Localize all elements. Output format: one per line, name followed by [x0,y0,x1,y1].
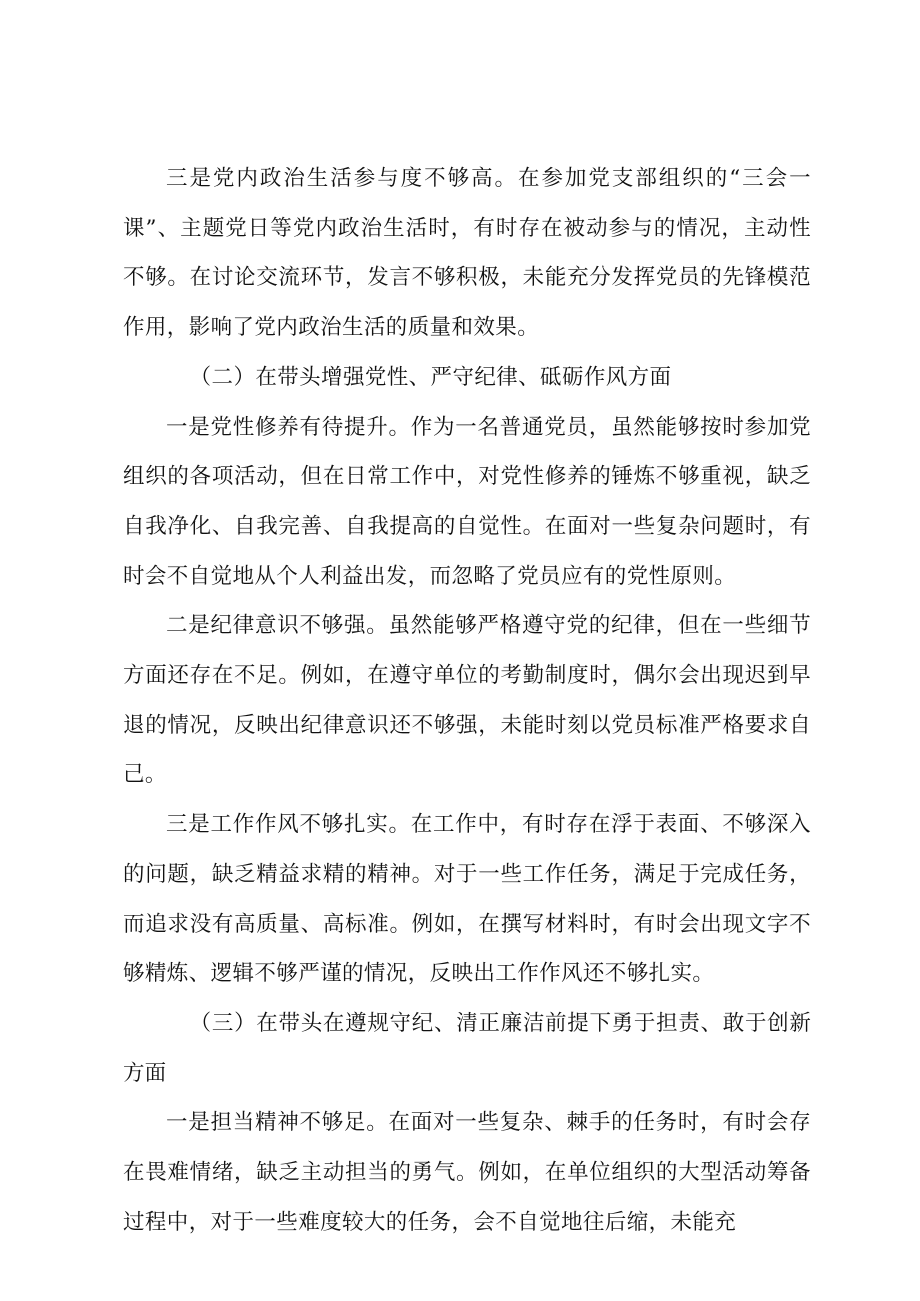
paragraph-political-life: 三是党内政治生活参与度不够高。在参加党支部组织的“三会一课”、主题党日等党内政治生活时，有时存在被动参与的情况，主动性不够。在讨论交流环节，发言不够积极，未能充分发挥党员的先锋模范作用，影响了党内政治生活的质量和效果。 [123,166,811,341]
paragraph-discipline: 二是纪律意识不够强。虽然能够严格遵守党的纪律，但在一些细节方面还存在不足。例如，在遵守单位的考勤制度时，偶尔会出现迟到早退的情况，反映出纪律意识还不够强，未能时刻以党员标准严格要求自己。 [123,613,811,788]
section-heading-3: （三）在带头在遵规守纪、清正廉洁前提下勇于担责、敢于创新方面 [123,1010,811,1086]
paragraph-work-style: 三是工作作风不够扎实。在工作中，有时存在浮于表面、不够深入的问题，缺乏精益求精的精神。对于一些工作任务，满足于完成任务，而追求没有高质量、高标准。例如，在撰写材料时，有时会出现文字不够精炼、逻辑不够严谨的情况，反映出工作作风还不够扎实。 [123,812,811,987]
paragraph-party-spirit: 一是党性修养有待提升。作为一名普通党员，虽然能够按时参加党组织的各项活动，但在日常工作中，对党性修养的锤炼不够重视，缺乏自我净化、自我完善、自我提高的自觉性。在面对一些复杂问题时，有时会不自觉地从个人利益出发，而忽略了党员应有的党性原则。 [123,414,811,589]
section-heading-2: （二）在带头增强党性、严守纪律、砥砺作风方面 [189,364,672,390]
document-body [123,154,811,1247]
paragraph-responsibility: 一是担当精神不够足。在面对一些复杂、棘手的任务时，有时会存在畏难情绪，缺乏主动担当的勇气。例如，在单位组织的大型活动筹备过程中，对于一些难度较大的任务，会不自觉地往后缩，未能充 [123,1110,811,1235]
